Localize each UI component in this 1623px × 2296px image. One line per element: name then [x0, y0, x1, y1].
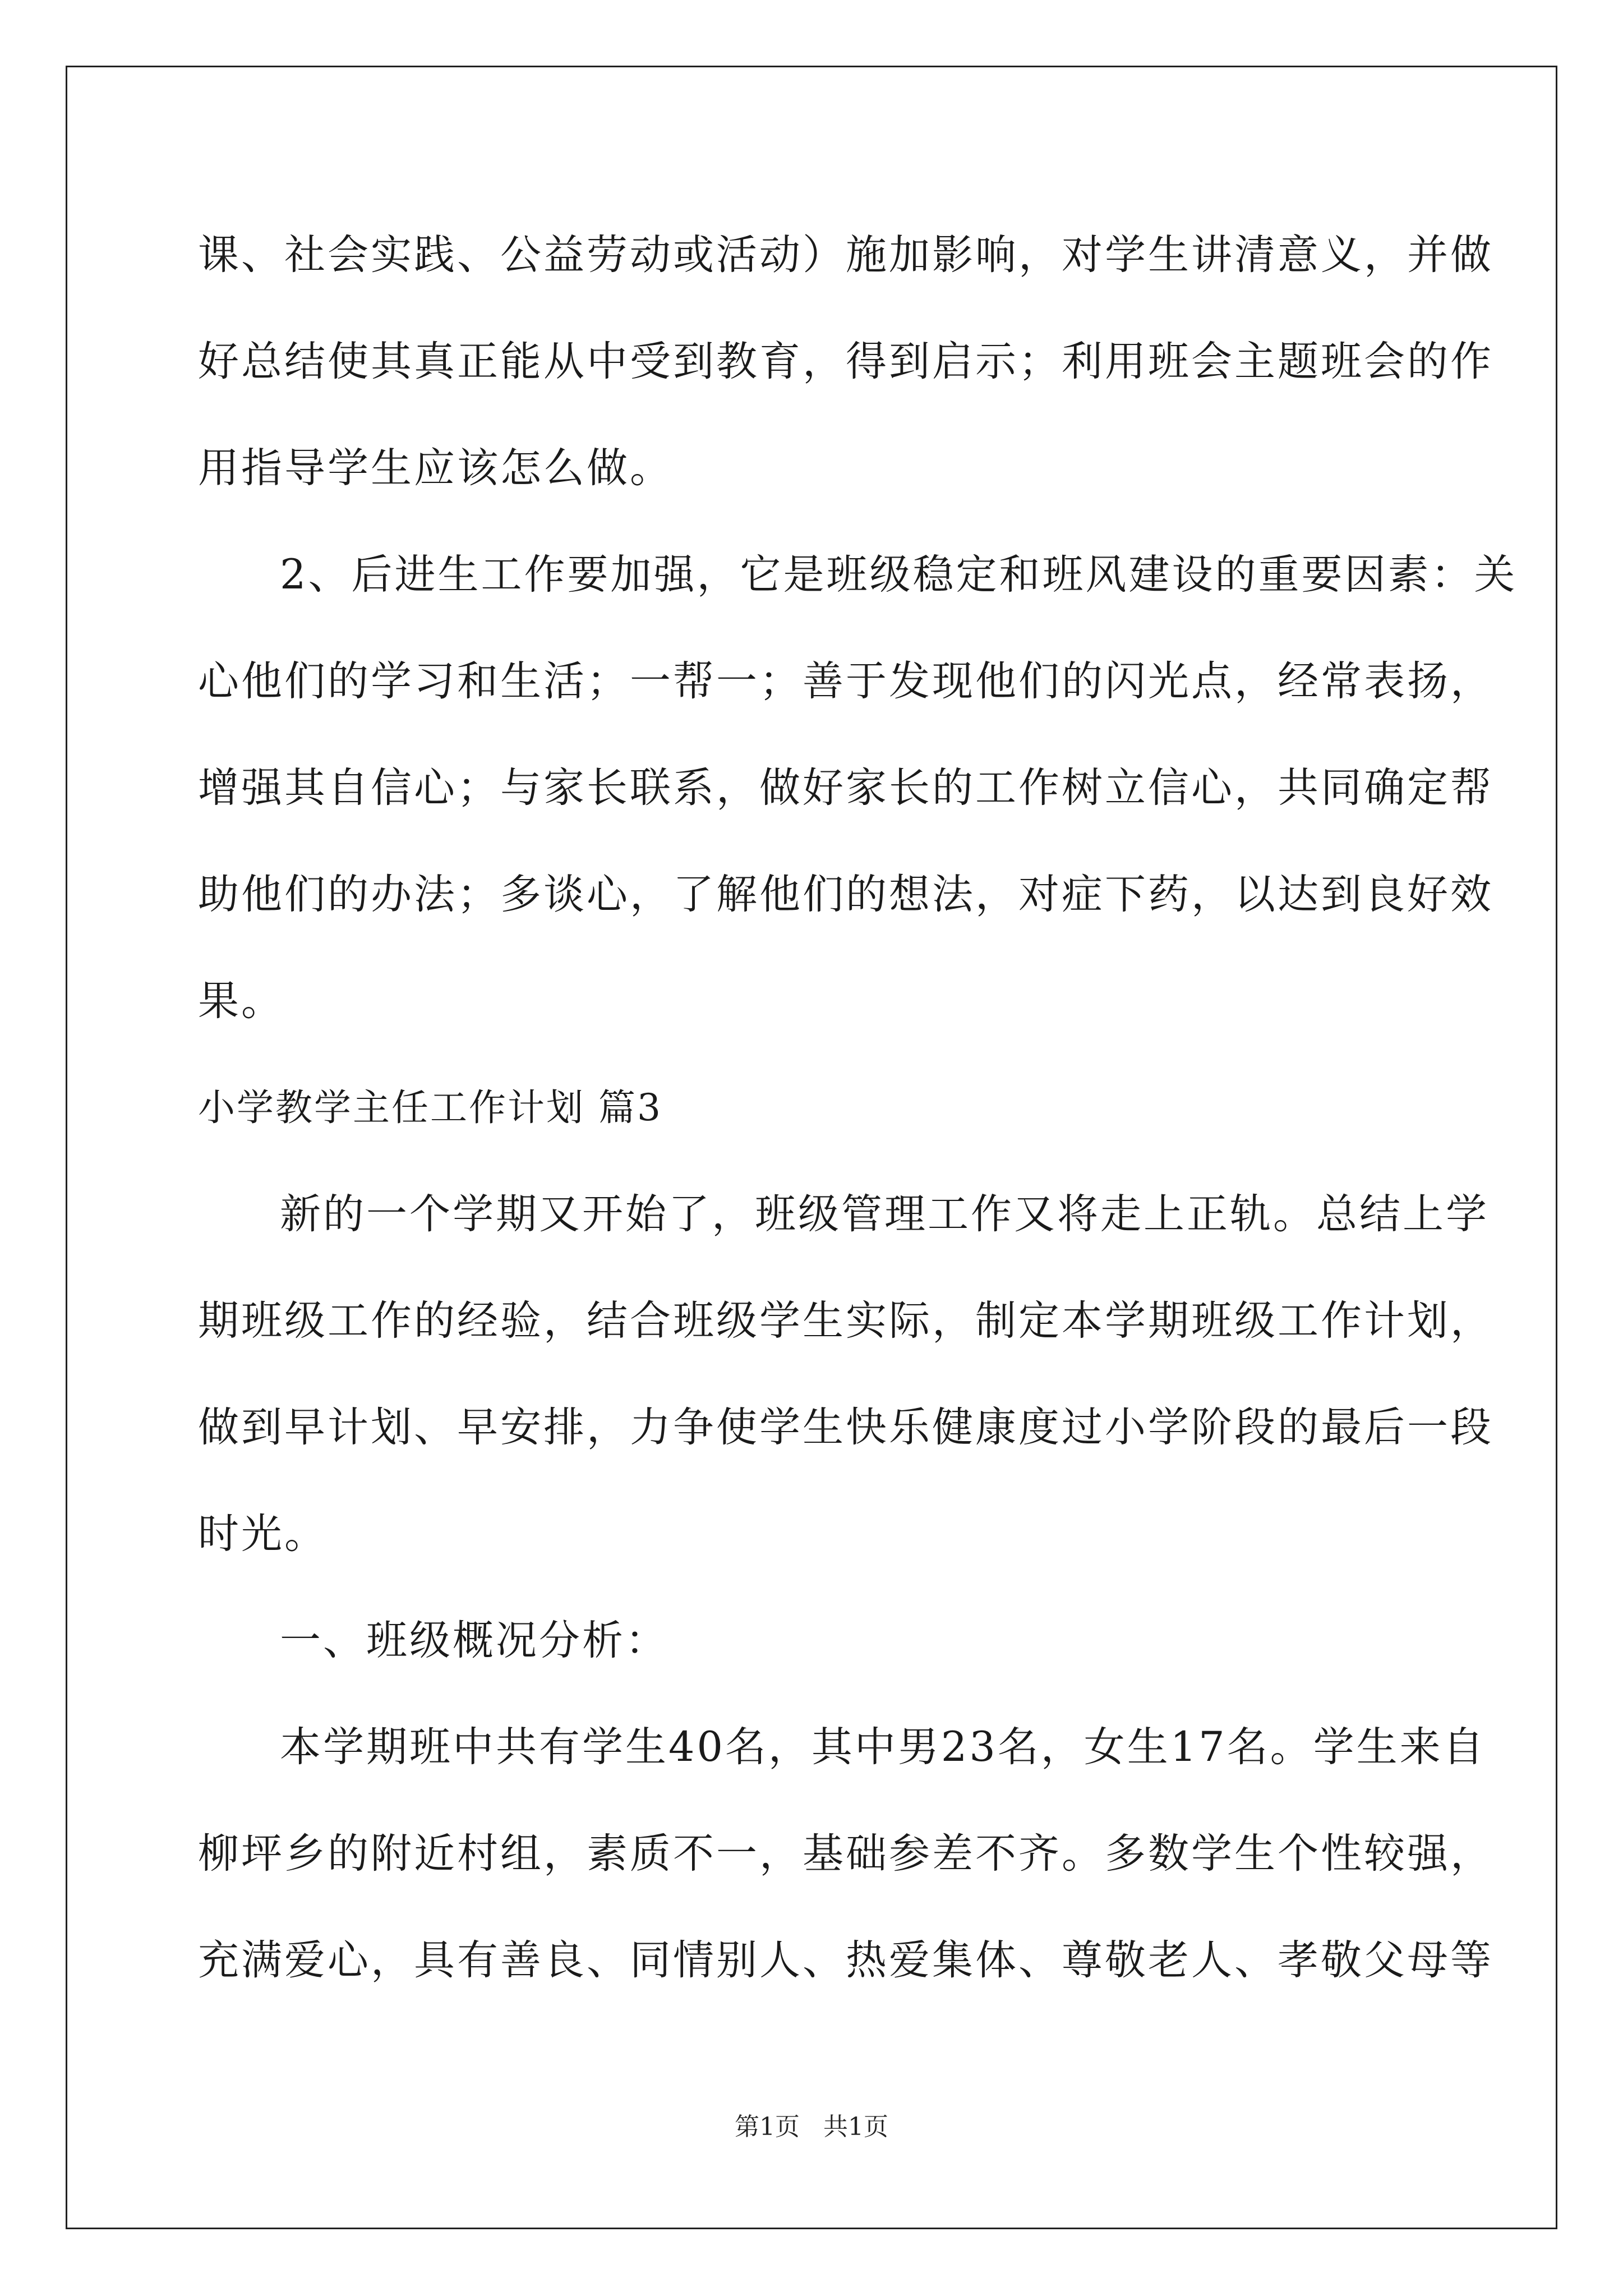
- body-line: 心他们的学习和生活；一帮一；善于发现他们的闪光点，经常表扬，: [198, 657, 1493, 705]
- section-heading: 小学教学主任工作计划 篇3: [198, 1086, 662, 1129]
- paragraph-start-line: 本学期班中共有学生40名，其中男23名，女生17名。学生来自: [280, 1723, 1486, 1771]
- body-line: 期班级工作的经验，结合班级学生实际，制定本学期班级工作计划，: [198, 1297, 1493, 1345]
- body-line: 时光。: [198, 1510, 328, 1558]
- body-line: 做到早计划、早安排，力争使学生快乐健康度过小学阶段的最后一段: [198, 1404, 1493, 1451]
- body-line: 用指导学生应该怎么做。: [198, 444, 673, 492]
- body-line: 充满爱心，具有善良、同情别人、热爱集体、尊敬老人、孝敬父母等: [198, 1936, 1493, 1984]
- body-line: 助他们的办法；多谈心，了解他们的想法，对症下药，以达到良好效: [198, 871, 1493, 918]
- document-body: [198, 222, 1518, 2033]
- subsection-heading: 一、班级概况分析：: [280, 1617, 668, 1664]
- paragraph-start-line: 新的一个学期又开始了，班级管理工作又将走上正轨。总结上学: [280, 1190, 1489, 1238]
- body-line: 好总结使其真正能从中受到教育，得到启示；利用班会主题班会的作: [198, 338, 1493, 385]
- paragraph-start-line: 2、后进生工作要加强，它是班级稳定和班风建设的重要因素：关: [280, 551, 1518, 599]
- body-line: 课、社会实践、公益劳动或活动）施加影响，对学生讲清意义，并做: [198, 231, 1493, 279]
- body-line: 柳坪乡的附近村组，素质不一，基础参差不齐。多数学生个性较强，: [198, 1830, 1493, 1878]
- body-line: 果。: [198, 977, 284, 1025]
- page-footer: 第1页 共1页: [735, 2113, 888, 2141]
- body-line: 增强其自信心；与家长联系，做好家长的工作树立信心，共同确定帮: [198, 764, 1493, 812]
